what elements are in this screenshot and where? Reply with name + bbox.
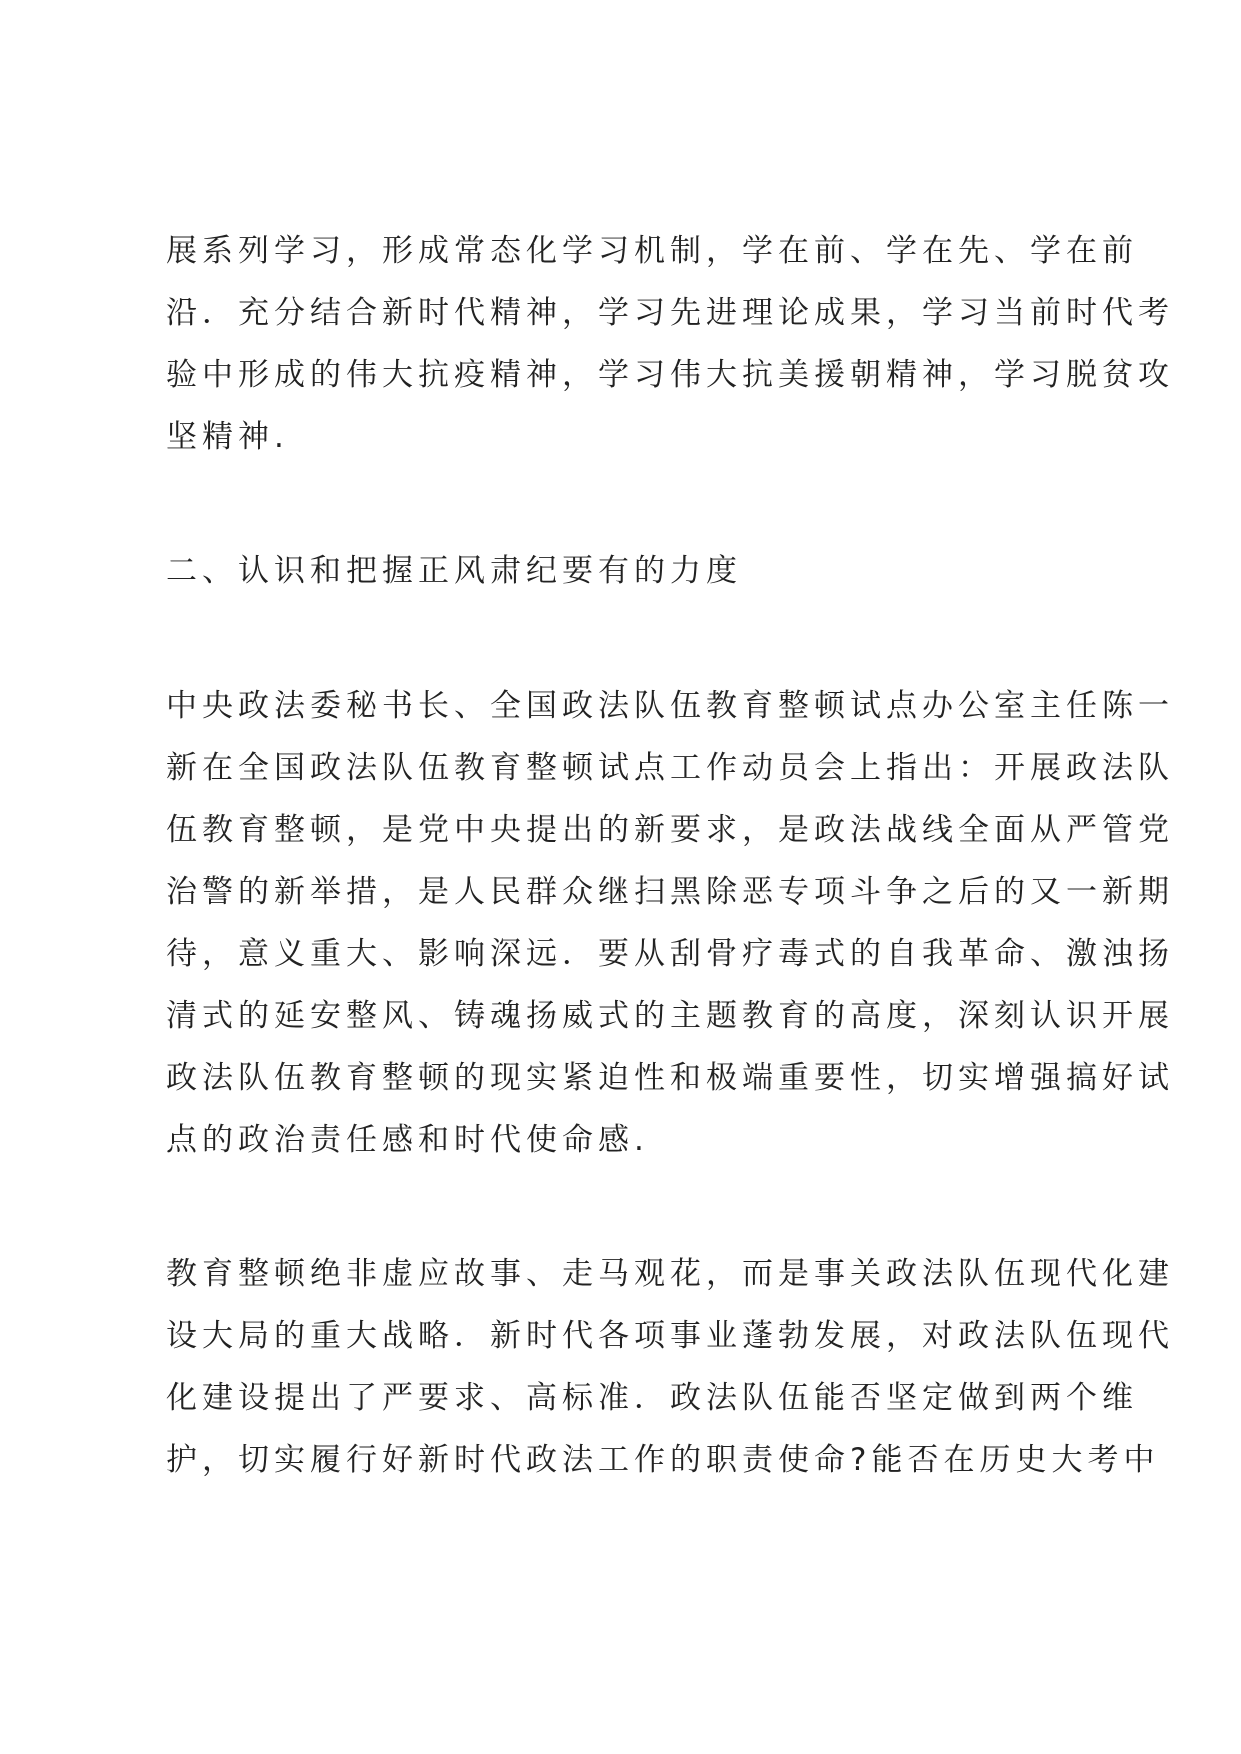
paragraph-2-line-3: 伍教育整顿，是党中央提出的新要求，是政法战线全面从严管党 [166,812,1174,848]
paragraph-2-line-4: 治警的新举措，是人民群众继扫黑除恶专项斗争之后的又一新期 [166,874,1174,910]
paragraph-3-line-2: 设大局的重大战略．新时代各项事业蓬勃发展，对政法队伍现代 [166,1318,1174,1354]
paragraph-1-line-1: 展系列学习，形成常态化学习机制，学在前、学在先、学在前 [166,233,1138,269]
section-heading: 二、认识和把握正风肃纪要有的力度 [166,553,742,589]
paragraph-1-line-3: 验中形成的伟大抗疫精神，学习伟大抗美援朝精神，学习脱贫攻 [166,357,1174,393]
paragraph-2-line-8: 点的政治责任感和时代使命感. [166,1122,649,1158]
paragraph-2-line-2: 新在全国政法队伍教育整顿试点工作动员会上指出：开展政法队 [166,750,1174,786]
paragraph-3-line-3: 化建设提出了严要求、高标准．政法队伍能否坚定做到两个维 [166,1380,1138,1416]
paragraph-1-line-2: 沿．充分结合新时代精神，学习先进理论成果，学习当前时代考 [166,295,1174,331]
paragraph-3-line-1: 教育整顿绝非虚应故事、走马观花，而是事关政法队伍现代化建 [166,1256,1174,1292]
paragraph-2-line-6: 清式的延安整风、铸魂扬威式的主题教育的高度，深刻认识开展 [166,998,1174,1034]
paragraph-2-line-7: 政法队伍教育整顿的现实紧迫性和极端重要性，切实增强搞好试 [166,1060,1174,1096]
paragraph-2-line-5: 待，意义重大、影响深远．要从刮骨疗毒式的自我革命、激浊扬 [166,936,1174,972]
paragraph-1-line-4: 坚精神. [166,419,289,455]
paragraph-2-line-1: 中央政法委秘书长、全国政法队伍教育整顿试点办公室主任陈一 [166,688,1174,724]
paragraph-3-line-4: 护，切实履行好新时代政法工作的职责使命?能否在历史大考中 [166,1442,1160,1478]
